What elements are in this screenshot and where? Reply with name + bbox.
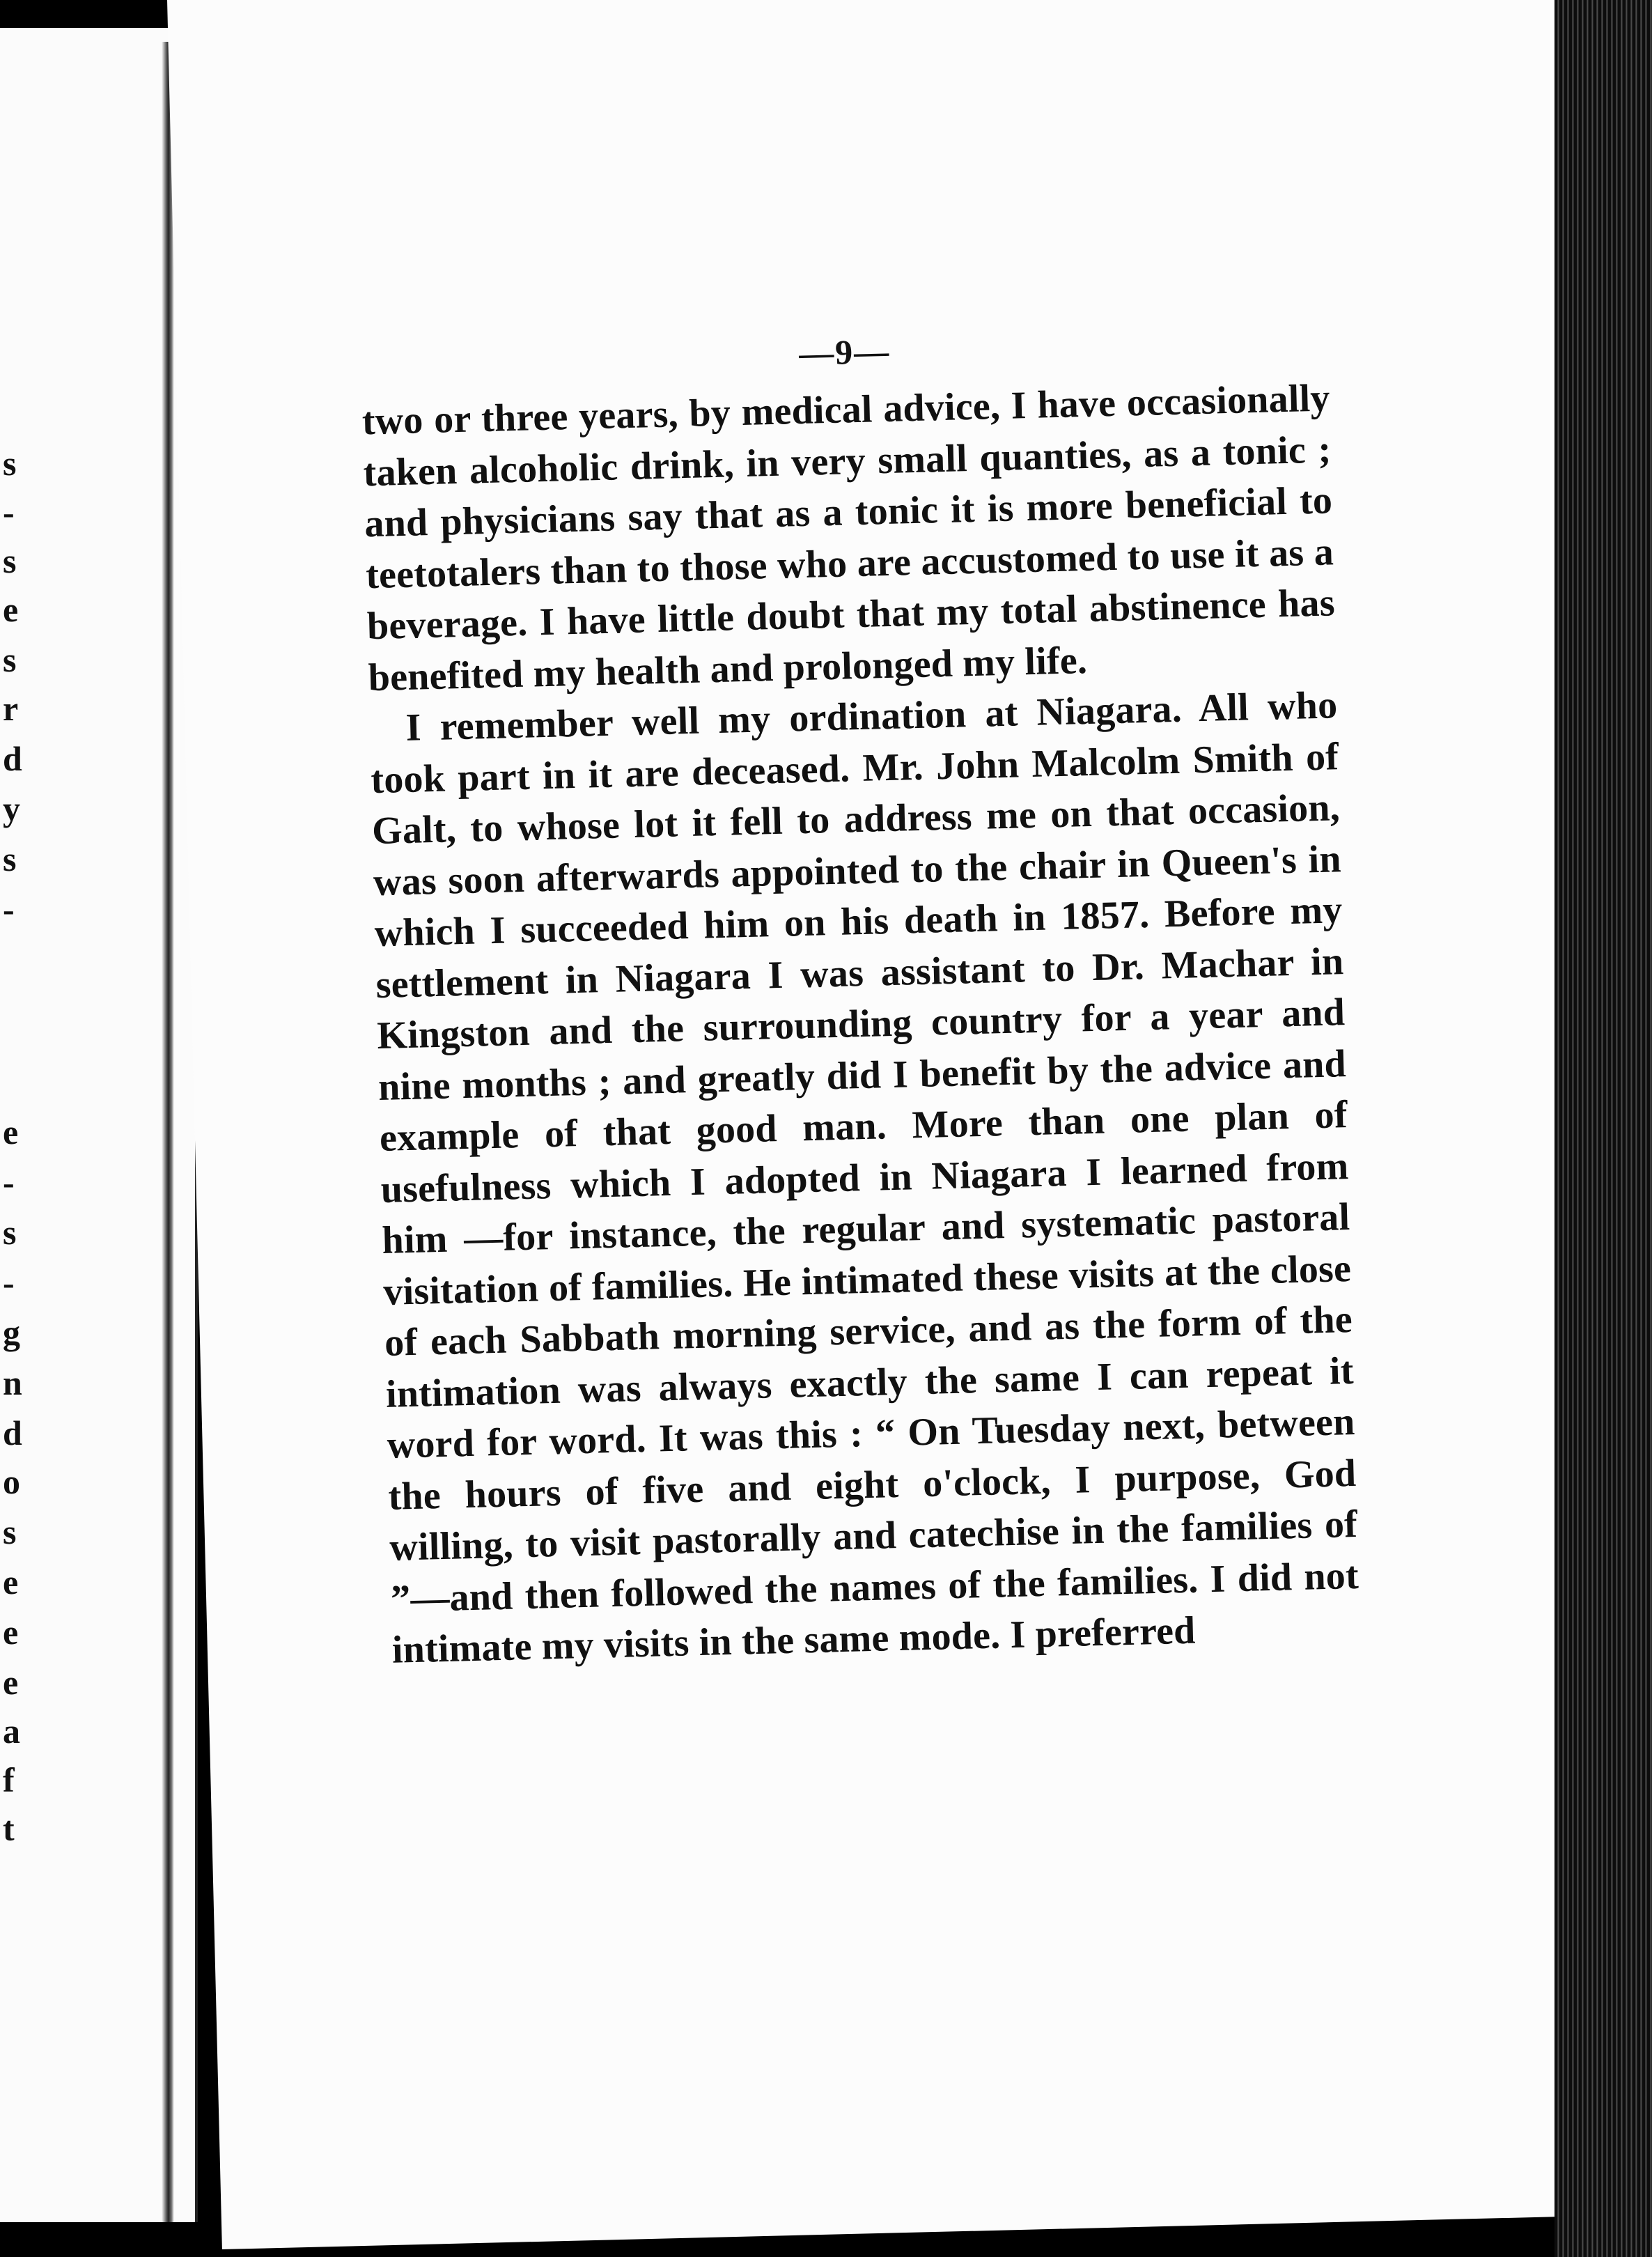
right-page	[167, 0, 1652, 2249]
edge-letter: d	[3, 739, 22, 778]
book-gutter	[162, 42, 174, 2222]
edge-letter: a	[3, 1712, 20, 1751]
edge-letter: o	[3, 1462, 20, 1501]
body-text	[361, 373, 1360, 1676]
paragraph: two or three years, by medical advice, I have occasionally taken alcoholic drink, in very small quanties, as a tonic ; and physicians say that as a tonic it is more beneficial to teetotalers than to those who are accustomed to use it as a beverage. I have little doubt that my total abstinence has benefited my health and prolonged my life.	[361, 376, 1336, 699]
edge-letter: s	[3, 541, 17, 580]
edge-letter: y	[3, 789, 20, 828]
edge-letter: t	[3, 1809, 15, 1848]
edge-letter: n	[3, 1363, 22, 1402]
page-content	[360, 320, 1360, 1676]
edge-letter: e	[3, 1112, 19, 1151]
edge-letter: e	[3, 590, 19, 629]
edge-letter: -	[3, 1163, 15, 1202]
edge-letter: r	[3, 689, 19, 728]
paragraph: I remember well my ordination at Niagara. All who took part in it are deceased. Mr. John Malcolm Smith of Galt, to whose lot it fell to address me on that occasion, was soon afterwards appointed to the chair in Queen's in which I succeeded him on his death in 1857. Before my settlement in Niagara I was assistant to Dr. Machar in Kingston and the surrounding country for a year and nine months ; and greatly did I benefit by the advice and example of that good man. More than one plan of usefulness which I adopted in Niagara I learned from him —for instance, the regular and systematic pastoral visitation of families. He intimated these visits at the close of each Sabbath morning service, and as the form of the intimation was always exactly the same I can repeat it word for word. It was this : “ On Tuesday next, between the hours of five and eight o'clock, I purpose, God willing, to visit pastorally and catechise in the families of ”—and then followed the names of the families. I did not intimate my visits in the same mode. I preferred	[370, 683, 1359, 1672]
edge-letter: s	[3, 1512, 17, 1551]
edge-letter: e	[3, 1663, 19, 1702]
edge-letter: s	[3, 1213, 17, 1252]
edge-letter: s	[3, 640, 17, 679]
edge-letter: -	[3, 890, 15, 929]
edge-letter: s	[3, 839, 17, 878]
edge-letter: e	[3, 1562, 19, 1601]
book-fore-edge	[1554, 0, 1652, 2257]
edge-letter: d	[3, 1413, 22, 1452]
edge-letter: e	[3, 1613, 19, 1652]
edge-letter: -	[3, 492, 15, 532]
edge-letter: g	[3, 1313, 20, 1352]
edge-letter: s	[3, 444, 17, 483]
edge-letter: f	[3, 1760, 15, 1799]
page-number: —9—	[798, 331, 891, 373]
edge-letter: -	[3, 1263, 15, 1302]
